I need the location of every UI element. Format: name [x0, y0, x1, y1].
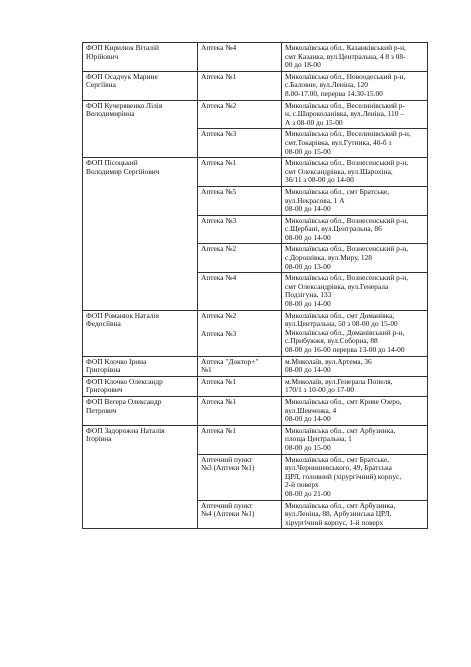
- pharmacy-cell: Аптека №4: [198, 273, 282, 310]
- fop-cell: ФОП Кирилюк Віталій Юрійович: [83, 43, 198, 72]
- pharmacy-label: Аптека №3: [201, 329, 237, 339]
- address-cell: Миколаївська обл., Вознесенський р-н, смт Олександрівка, вул.Шарохіна, 36/11 з 08-00 до 14-00: [282, 158, 428, 187]
- table-row: [83, 158, 428, 187]
- pharmacy-cell: Аптека №1: [198, 425, 282, 454]
- address-cell: Миколаївська обл., смт Арбузинка, вул.Леніна, 88, Арбузинська ЦРЛ, хірургічний корпус, 1-й поверх: [282, 500, 428, 529]
- fop-cell: ФОП Клочко Олександр Григорович: [83, 376, 198, 396]
- address-cell: Миколаївська обл., Веселинівський р- н, с.Широколанівка, вул.Леніна, 110 – А з 08-00 до 15-00: [282, 100, 428, 129]
- address-cell: Миколаївська обл., смт Арбузинка, площа Центральна, 1 08-00 до 15-00: [282, 425, 428, 454]
- address-cell: Миколаївська обл., смт Доманівка, вул.Центральна, 50 з 08-00 до 15-00 Миколаївська обл., Доманівський р-н, с.Прибужжя, вул.Соборна, 88 08-00 до 16-00 перерва 13-00 до 14-00: [282, 310, 428, 356]
- table-row: [83, 356, 428, 376]
- fop-cell: ФОП Кучерявенко Лілія Володимирівна: [83, 100, 198, 158]
- pharmacy-cell: Аптека №2: [198, 244, 282, 273]
- table-row: [83, 71, 428, 100]
- pharmacy-cell: Аптечний пункт №3 (Аптеки №1): [198, 454, 282, 500]
- table-row: [83, 310, 428, 356]
- pharmacy-table: [82, 42, 428, 529]
- table-row: [83, 425, 428, 454]
- pharmacy-cell: Аптека №3: [198, 129, 282, 158]
- fop-cell: ФОП Романюк Наталія Федосіївна: [83, 310, 198, 356]
- address-cell: Миколаївська обл., Казанківський р-н, смт Казанка, вул.Центральна, 4 8 з 08- 00 до 18-00: [282, 43, 428, 72]
- address-cell: м.Миколаїв, вул.Генерала Попеля, 170/1 з 10-00 до 17-00: [282, 376, 428, 396]
- pharmacy-cell: Аптека "Доктор+" №1: [198, 356, 282, 376]
- address-cell: Миколаївська обл., Вознесенський р-н, смт Олександрівка, вул.Генерала Подзігуна, 133 08-00 до 14-00: [282, 273, 428, 310]
- address-cell: Миколаївська обл., смт Братське, вул.Чернишевського, 49, Братська ЦРЛ, головний (хірургічний) корпус, 2-й поверх 08-00 до 21-00: [282, 454, 428, 500]
- pharmacy-cell: Аптека №1: [198, 376, 282, 396]
- pharmacy-cell: Аптека №4: [198, 43, 282, 72]
- pharmacy-label: Аптека №2: [201, 310, 237, 320]
- pharmacy-cell: Аптека №1: [198, 158, 282, 187]
- address-cell: Миколаївська обл., Веселинівський р-н, смт.Токарівка, вул.Гутника, 40-б з 08-00 до 15-00: [282, 129, 428, 158]
- address-cell: Миколаївська обл., Вознесенський р-н, с.Щербані, вул.Центральна, 86 08-00 до 14-00: [282, 215, 428, 244]
- address-cell: Миколаївська обл., Вознесенський р-н, с.Дорошівка, вул.Миру, 128 08-00 до 13-00: [282, 244, 428, 273]
- pharmacy-cell: Аптека №2: [198, 100, 282, 129]
- address-cell: м.Миколаїв, вул.Артема, 36 08-00 до 14-00: [282, 356, 428, 376]
- table-row: [83, 376, 428, 396]
- fop-cell: ФОП Задорожна Наталія Ігорівна: [83, 425, 198, 529]
- address-cell: Миколаївська обл., смт Криве Озеро, вул.Шевченка, 4 08-00 до 14-00: [282, 396, 428, 425]
- table-row: [83, 43, 428, 72]
- pharmacy-cell: Аптека №3: [198, 215, 282, 244]
- table-row: [83, 100, 428, 129]
- fop-cell: ФОП Осадчук Марине Сергіївна: [83, 71, 198, 100]
- pharmacy-cell: Аптека №1: [198, 396, 282, 425]
- fop-cell: ФОП Пісоцький Володимир Сергійович: [83, 158, 198, 311]
- fop-cell: ФОП Вегера Олександр Петрович: [83, 396, 198, 425]
- pharmacy-cell: Аптечний пункт №4 (Аптеки №1): [198, 500, 282, 529]
- fop-cell: ФОП Клочко Ірина Григорівна: [83, 356, 198, 376]
- address-cell: Миколаївська обл., Новоодеський р-н, с.Баловне, вул.Леніна, 120 8.00-17.00, перерва 14.30-15.00: [282, 71, 428, 100]
- pharmacy-cell: Аптека №1: [198, 71, 282, 100]
- address-cell: Миколаївська обл., смт Братське, вул.Некрасова, 1 А 08-00 до 14-00: [282, 186, 428, 215]
- pharmacy-cell: Аптека №5: [198, 186, 282, 215]
- pharmacy-cell: [198, 310, 282, 356]
- table-row: [83, 396, 428, 425]
